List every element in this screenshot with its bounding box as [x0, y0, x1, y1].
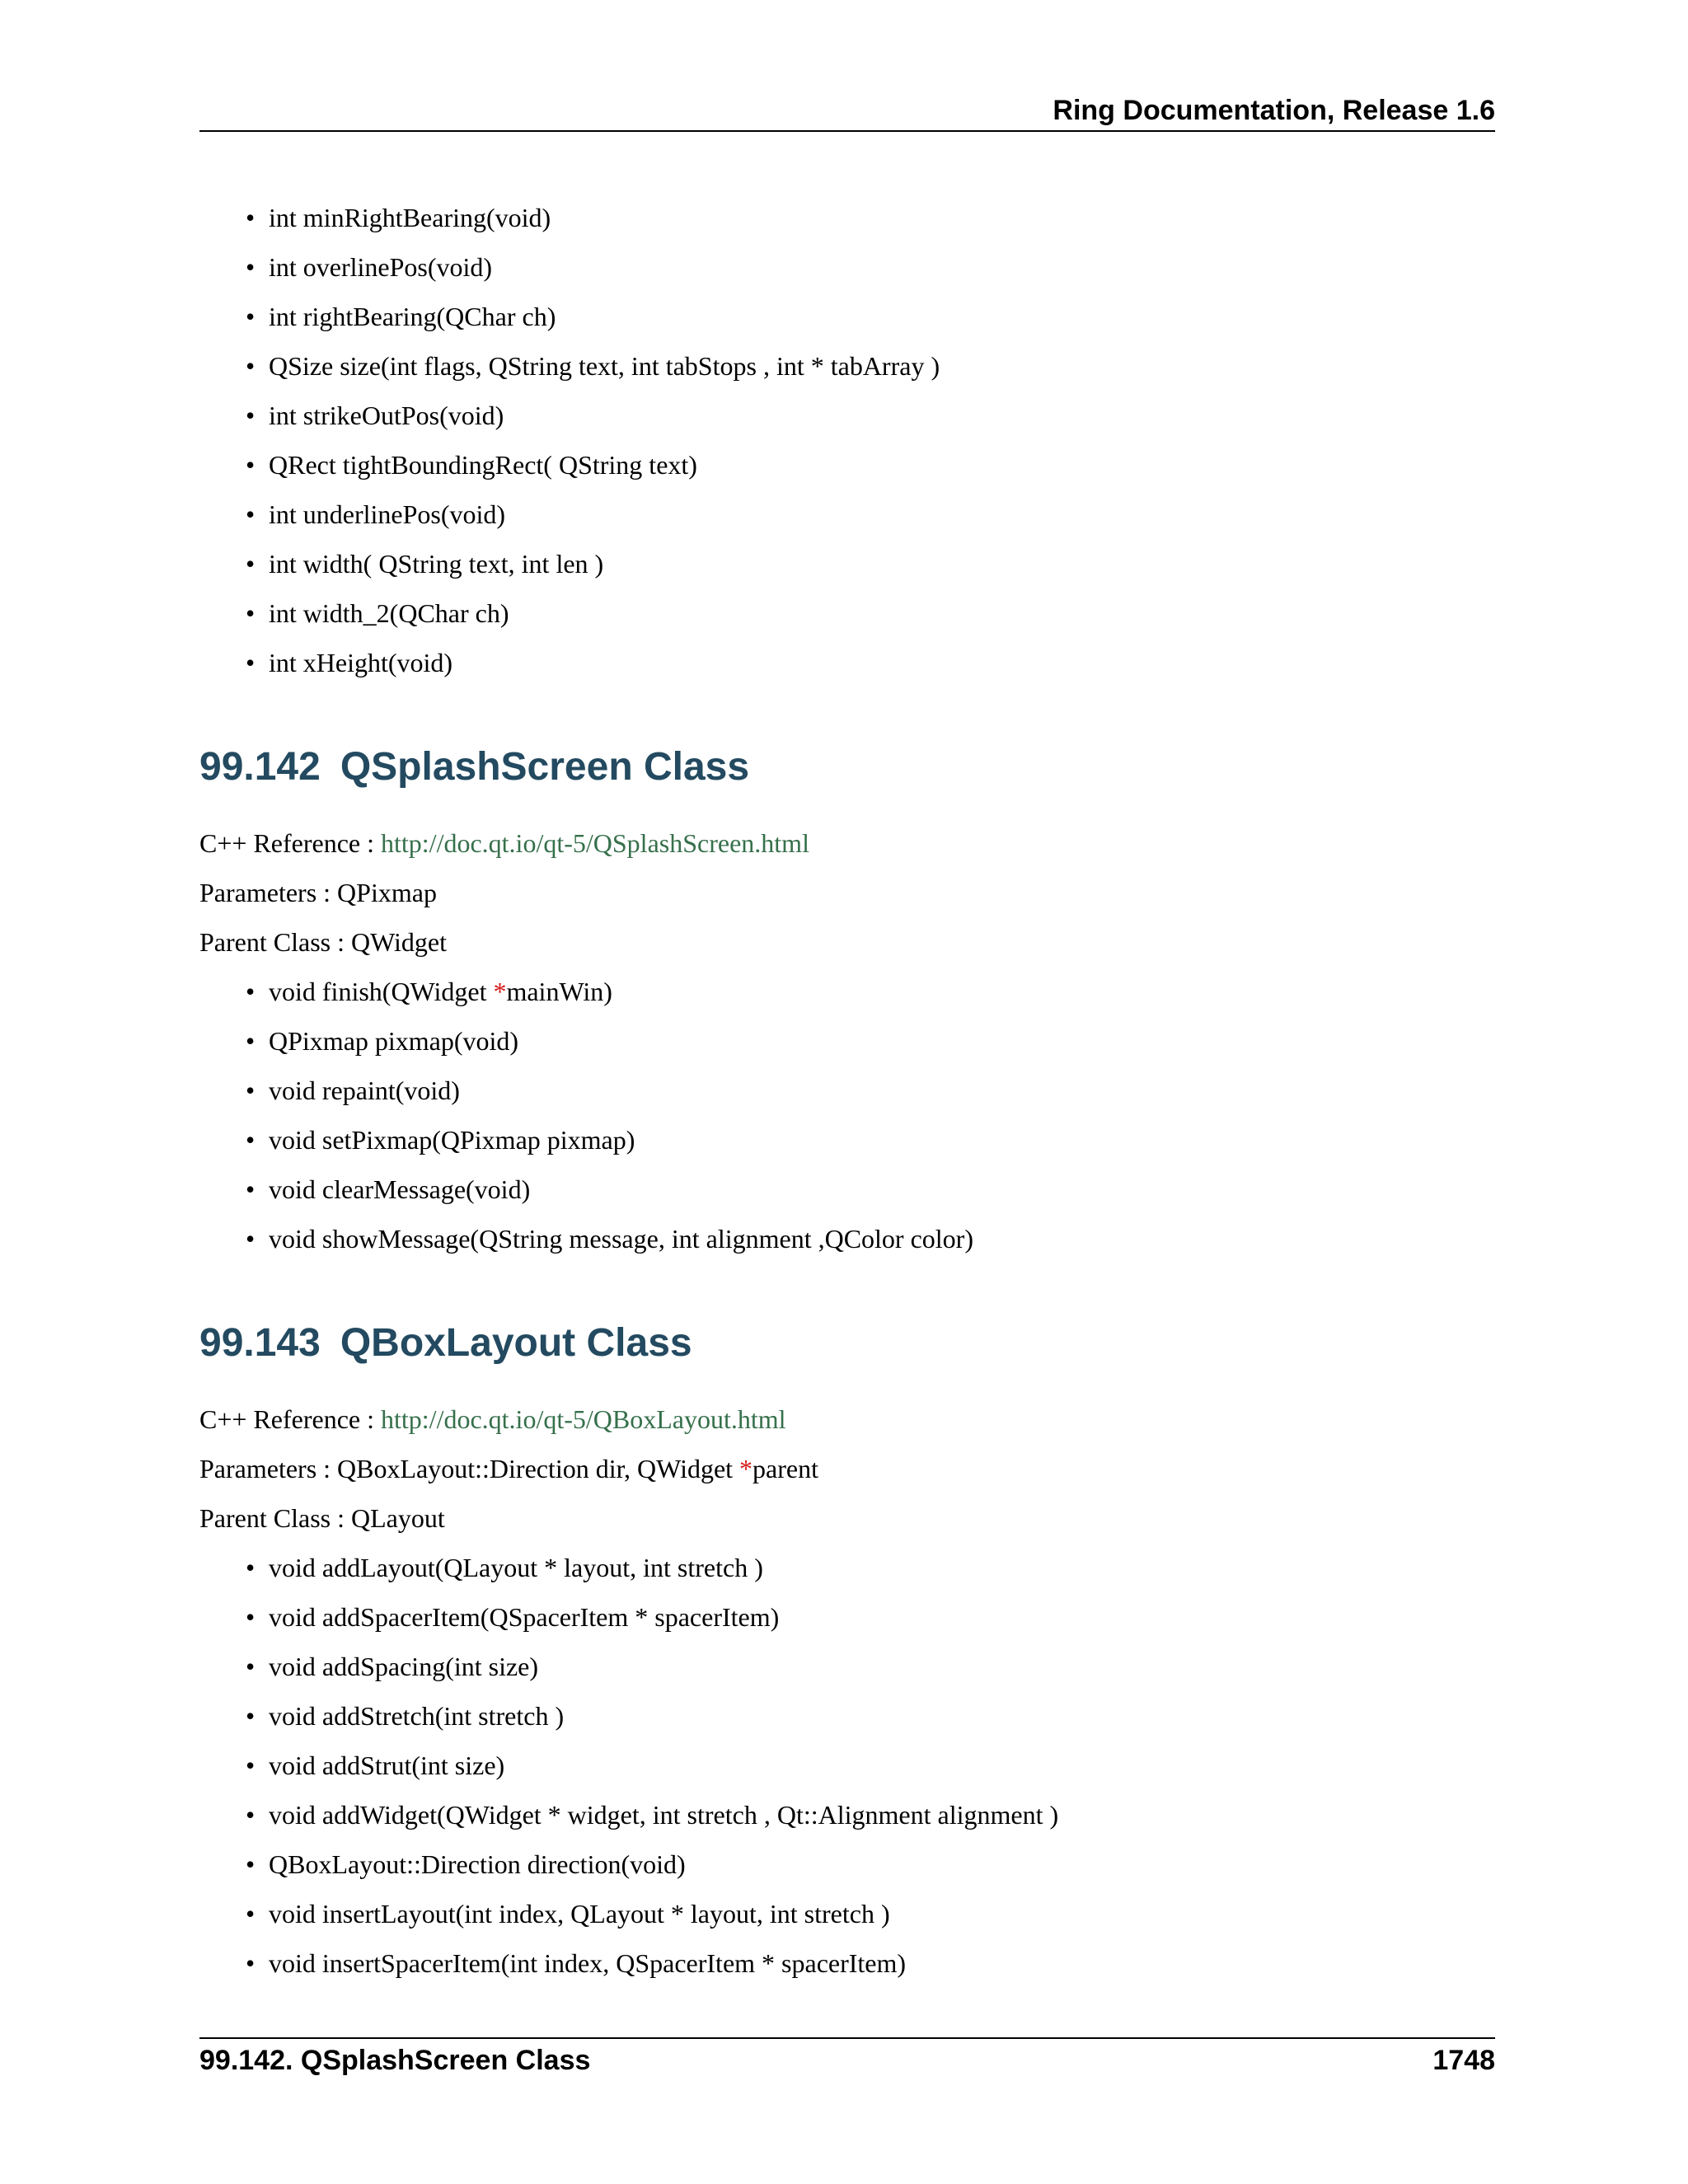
parent-class-line: [199, 917, 1495, 967]
list-item: • int xHeight(void): [269, 638, 1495, 687]
cpp-reference-line: [199, 1394, 1495, 1444]
parameters-line: [199, 1444, 1495, 1493]
parameters-value: QPixmap: [337, 878, 437, 907]
list-item: • int underlinePos(void): [269, 490, 1495, 539]
list-item: • void clearMessage(void): [269, 1165, 1495, 1214]
parent-class-value: QWidget: [350, 927, 447, 957]
section-number: 99.142: [199, 745, 321, 789]
method-text: void finish(QWidget: [269, 977, 494, 1006]
running-header: Ring Documentation, Release 1.6: [1053, 95, 1495, 126]
list-item: • void addSpacerItem(QSpacerItem * spacerItem): [269, 1592, 1495, 1642]
cpp-reference-link[interactable]: http://doc.qt.io/qt-5/QSplashScreen.html: [381, 828, 809, 858]
list-item: • void showMessage(QString message, int alignment ,QColor color): [269, 1214, 1495, 1263]
cpp-reference-link[interactable]: http://doc.qt.io/qt-5/QBoxLayout.html: [381, 1404, 786, 1434]
list-item: • QBoxLayout::Direction direction(void): [269, 1840, 1495, 1889]
list-item: • int overlinePos(void): [269, 242, 1495, 292]
parent-class-label: Parent Class :: [199, 927, 351, 957]
cpp-reference-label: C++ Reference :: [199, 1404, 381, 1434]
method-text-rest: mainWin): [506, 977, 612, 1006]
method-list-qboxlayout: [199, 1543, 1495, 1988]
method-list-qsplashscreen: [199, 967, 1495, 1263]
pointer-star: *: [739, 1454, 753, 1483]
list-item: • QPixmap pixmap(void): [269, 1016, 1495, 1066]
parameters-value-rest: parent: [753, 1454, 818, 1483]
page-number: 1748: [1432, 2045, 1495, 2076]
list-item: • int width( QString text, int len ): [269, 539, 1495, 588]
parent-class-value: QLayout: [350, 1503, 445, 1533]
list-item: • QSize size(int flags, QString text, int tabStops , int * tabArray ): [269, 341, 1495, 391]
list-item: • void insertLayout(int index, QLayout * layout, int stretch ): [269, 1889, 1495, 1938]
parent-class-label: Parent Class :: [199, 1503, 351, 1533]
section-title-qboxlayout: [199, 1319, 1495, 1368]
section-title-text: QBoxLayout Class: [340, 1321, 692, 1365]
list-item: • int minRightBearing(void): [269, 193, 1495, 242]
header-rule: [199, 130, 1495, 132]
list-item: • QRect tightBoundingRect( QString text): [269, 440, 1495, 490]
section-title-qsplashscreen: [199, 743, 1495, 792]
pointer-star: *: [493, 977, 507, 1006]
list-item: • int rightBearing(QChar ch): [269, 292, 1495, 341]
method-list-intro: [199, 193, 1495, 687]
list-item: • void setPixmap(QPixmap pixmap): [269, 1115, 1495, 1165]
parameters-label: Parameters :: [199, 878, 338, 907]
list-item: • void insertSpacerItem(int index, QSpacerItem * spacerItem): [269, 1938, 1495, 1988]
footer-rule: [199, 2037, 1495, 2039]
parameters-line: [199, 868, 1495, 917]
cpp-reference-label: C++ Reference :: [199, 828, 381, 858]
parent-class-line: [199, 1493, 1495, 1543]
parameters-value: QBoxLayout::Direction dir, QWidget: [337, 1454, 740, 1483]
list-item: • void addWidget(QWidget * widget, int stretch , Qt::Alignment alignment ): [269, 1790, 1495, 1840]
parameters-label: Parameters :: [199, 1454, 338, 1483]
footer-section-title: 99.142. QSplashScreen Class: [199, 2045, 591, 2076]
list-item: • int strikeOutPos(void): [269, 391, 1495, 440]
list-item: • void repaint(void): [269, 1066, 1495, 1115]
list-item: • void addLayout(QLayout * layout, int stretch ): [269, 1543, 1495, 1592]
list-item: • void addSpacing(int size): [269, 1642, 1495, 1691]
list-item: • void addStrut(int size): [269, 1741, 1495, 1790]
list-item: • void addStretch(int stretch ): [269, 1691, 1495, 1741]
list-item: • int width_2(QChar ch): [269, 588, 1495, 638]
page-content: [199, 193, 1495, 1988]
section-title-text: QSplashScreen Class: [340, 745, 750, 789]
section-number: 99.143: [199, 1321, 321, 1365]
cpp-reference-line: [199, 818, 1495, 868]
document-page: [199, 0, 1495, 2184]
list-item: [269, 967, 1495, 1016]
